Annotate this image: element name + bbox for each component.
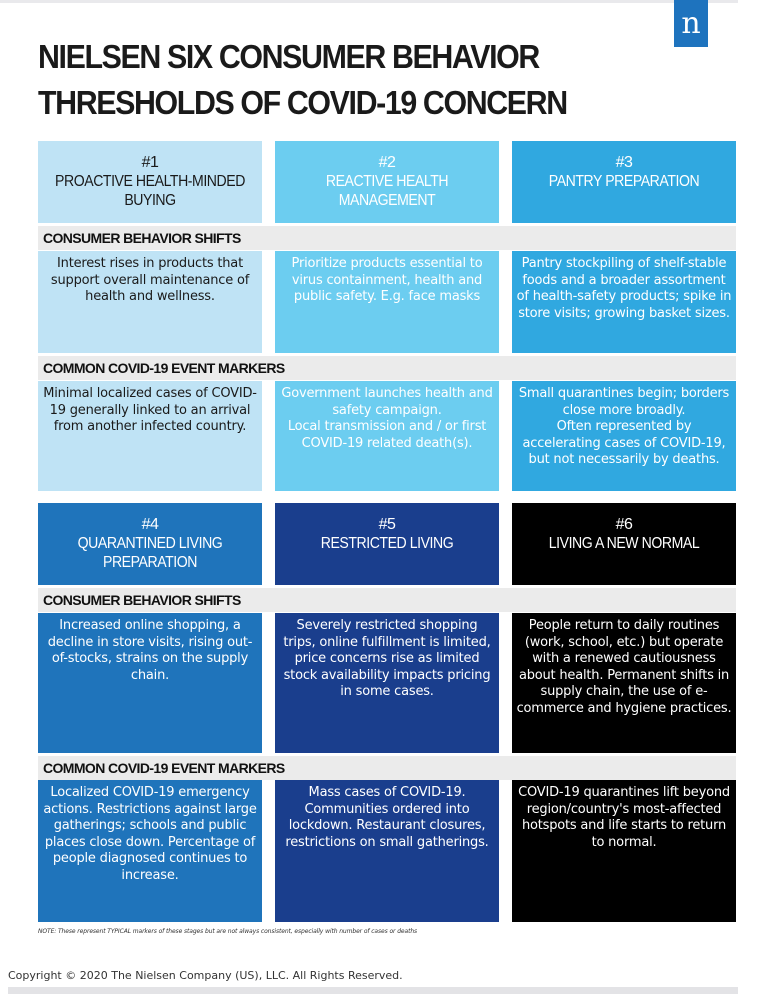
nielsen-logo: n — [674, 0, 708, 47]
copyright-text: Copyright © 2020 The Nielsen Company (US), LLC. All Rights Reserved. — [8, 969, 403, 982]
stage-name: REACTIVE HEALTH MANAGEMENT — [325, 173, 449, 209]
stage-1-marker: Minimal localized cases of COVID-19 generally linked to an arrival from another infected country. — [38, 381, 262, 491]
bottom-divider — [8, 987, 738, 994]
consumer-behavior-shifts-band: CONSUMER BEHAVIOR SHIFTS — [38, 588, 736, 612]
stage-number: #1 — [141, 154, 159, 171]
stage-2-header — [275, 141, 499, 223]
stage-name: QUARANTINED LIVING PREPARATION — [77, 535, 223, 571]
top-divider — [0, 0, 738, 3]
markers-row — [38, 381, 736, 491]
stage-6-header — [512, 503, 736, 585]
stages-1-3-grid — [38, 141, 736, 491]
stage-6-shift: People return to daily routines (work, school, etc.) but operate with a renewed cautiousness about health. Permanent shifts in supply chain, the use of e-commerce and hygiene practices. — [512, 613, 736, 753]
stage-3-marker: Small quarantines begin; borders close more broadly. Often represented by accelerating cases of COVID-19, but not necessarily by deaths. — [512, 381, 736, 491]
stage-name: PROACTIVE HEALTH-MINDED BUYING — [55, 173, 245, 209]
footnote: NOTE: These represent TYPICAL markers of these stages but are not always consistent, especially with number of cases or deaths — [38, 928, 418, 935]
shifts-row — [38, 613, 736, 753]
stage-4-shift: Increased online shopping, a decline in store visits, rising out-of-stocks, strains on the supply chain. — [38, 613, 262, 753]
stage-name: RESTRICTED LIVING — [320, 535, 454, 552]
stages-4-6-grid — [38, 503, 736, 922]
stage-3-header — [512, 141, 736, 223]
stage-3-shift: Pantry stockpiling of shelf-stable foods and a broader assortment of health-safety products; spike in store visits; growing basket sizes. — [512, 251, 736, 353]
stage-2-marker: Government launches health and safety campaign. Local transmission and / or first COVID-19 related death(s). — [275, 381, 499, 491]
event-markers-band: COMMON COVID-19 EVENT MARKERS — [38, 756, 736, 780]
shifts-row — [38, 251, 736, 353]
stage-name: LIVING A NEW NORMAL — [548, 535, 700, 552]
stage-number: #2 — [378, 154, 396, 171]
stage-header-row — [38, 503, 736, 585]
stage-4-marker: Localized COVID-19 emergency actions. Restrictions against large gatherings; schools and public places close down. Percentage of people diagnosed continues to increase. — [38, 780, 262, 922]
stage-number: #4 — [141, 516, 159, 533]
stage-4-header — [38, 503, 262, 585]
stage-number: #6 — [615, 516, 633, 533]
stage-6-marker: COVID-19 quarantines lift beyond region/country's most-affected hotspots and life starts to return to normal. — [512, 780, 736, 922]
stage-number: #3 — [615, 154, 633, 171]
event-markers-band: COMMON COVID-19 EVENT MARKERS — [38, 356, 736, 380]
stage-1-shift: Interest rises in products that support overall maintenance of health and wellness. — [38, 251, 262, 353]
stage-5-header — [275, 503, 499, 585]
stage-5-marker: Mass cases of COVID-19. Communities ordered into lockdown. Restaurant closures, restrictions on small gatherings. — [275, 780, 499, 922]
stage-header-row — [38, 141, 736, 223]
stage-2-shift: Prioritize products essential to virus containment, health and public safety. E.g. face masks — [275, 251, 499, 353]
stage-1-header — [38, 141, 262, 223]
stage-5-shift: Severely restricted shopping trips, online fulfillment is limited, price concerns rise as limited stock availability impacts pricing in some cases. — [275, 613, 499, 753]
stage-number: #5 — [378, 516, 396, 533]
markers-row — [38, 780, 736, 922]
consumer-behavior-shifts-band: CONSUMER BEHAVIOR SHIFTS — [38, 226, 736, 250]
stage-name: PANTRY PREPARATION — [548, 173, 700, 190]
page-title: NIELSEN SIX CONSUMER BEHAVIOR THRESHOLDS OF COVID-19 CONCERN — [38, 38, 567, 121]
